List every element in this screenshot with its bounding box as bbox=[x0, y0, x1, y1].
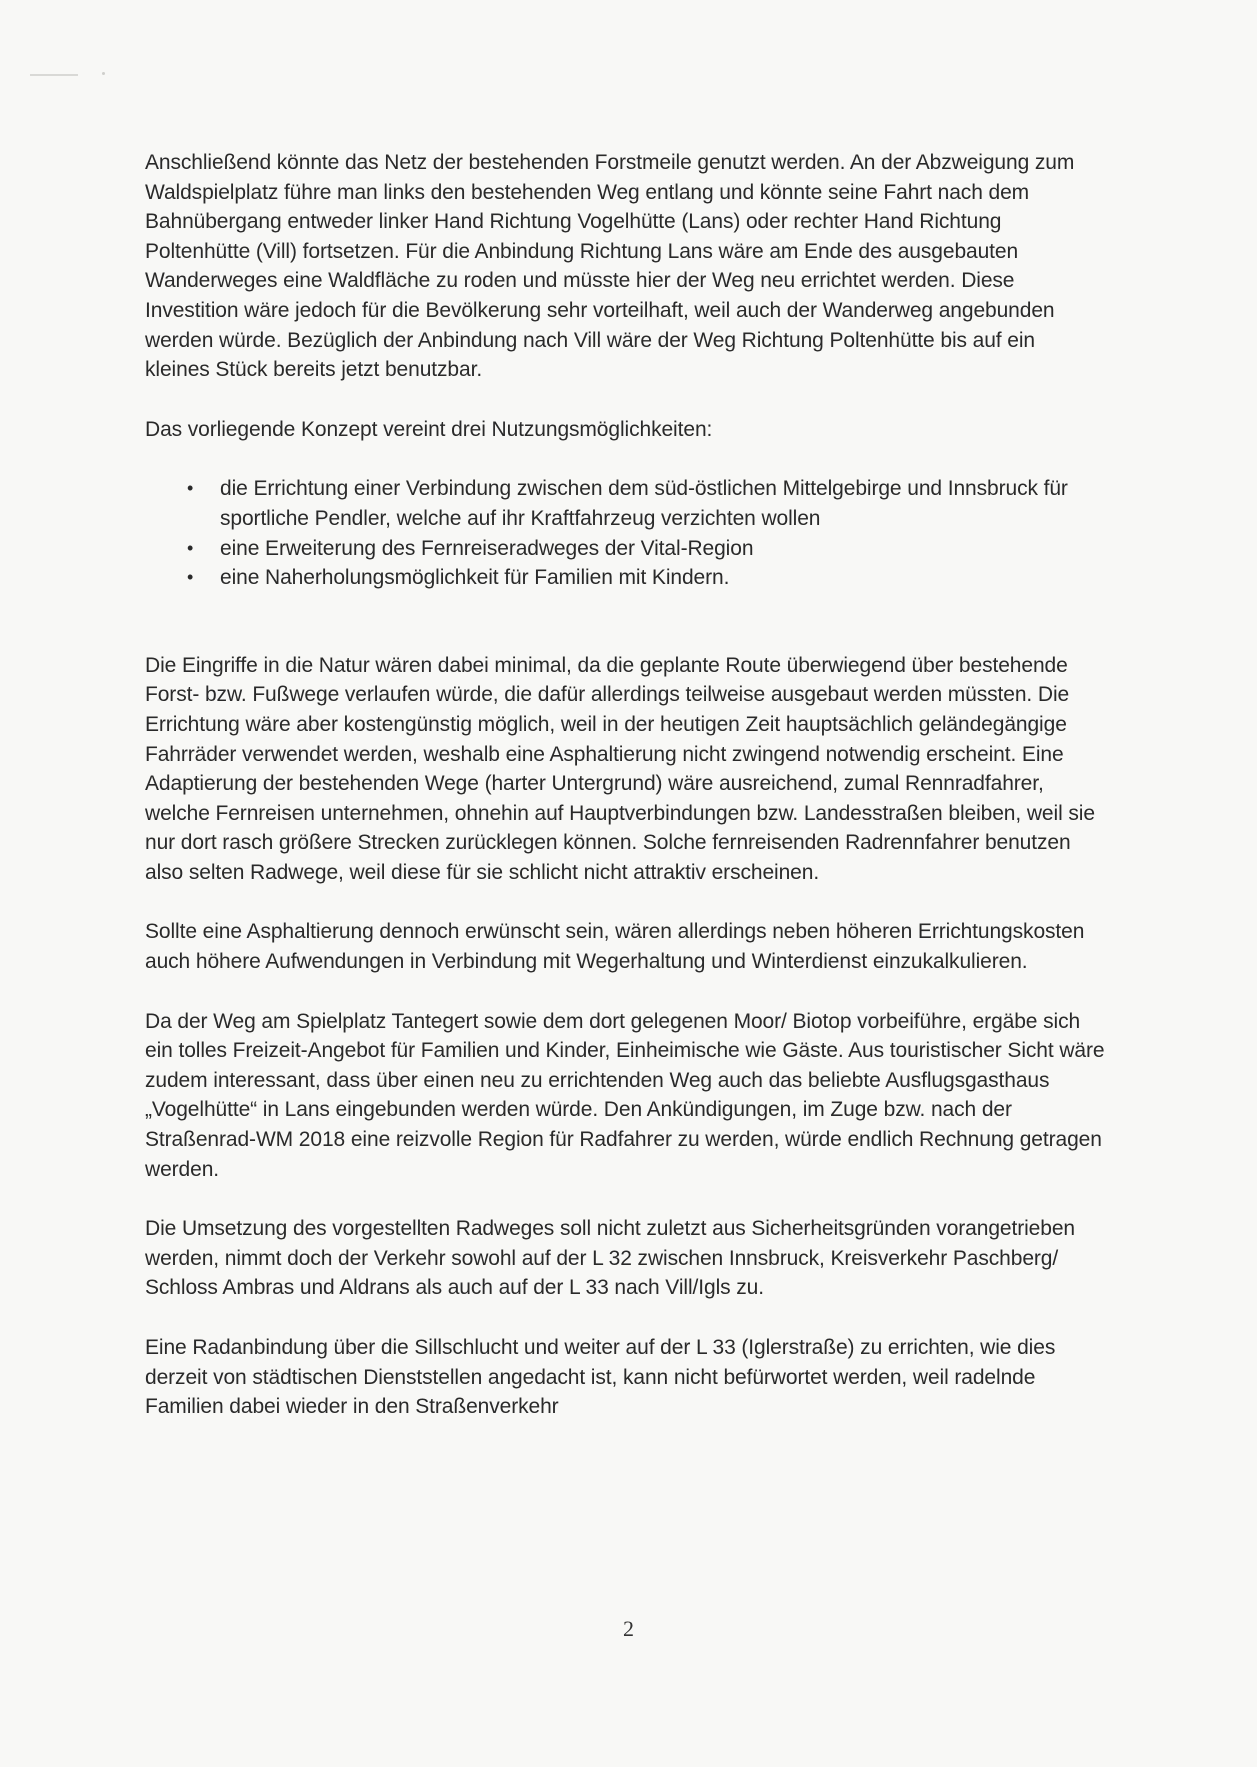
paragraph-safety: Die Umsetzung des vorgestellten Radweges soll nicht zuletzt aus Sicherheitsgründen vorangetrieben werden, nimmt doch der Verkehr sowohl auf der L 32 zwischen Innsbruck, Kreisverkehr Paschberg/ Schloss Ambras und Aldrans als auch auf der L 33 nach Vill/Igls zu. bbox=[145, 1217, 1075, 1300]
page-number: 2 bbox=[623, 1616, 634, 1641]
usage-options-list bbox=[145, 474, 1105, 592]
document-body bbox=[145, 148, 1105, 1422]
paragraph-nature-impact: Die Eingriffe in die Natur wären dabei minimal, da die geplante Route überwiegend über bestehende Forst- bzw. Fußwege verlaufen würde, die dafür allerdings teilweise ausgebaut werden müssten. Die Errichtung wäre aber kostengünstig möglich, weil in der heutigen Zeit hauptsächlich geländegängige Fahrräder verwendet werden, weshalb eine Asphaltierung nicht zwingend notwendig erscheint. Eine Adaptierung der bestehenden Wege (harter Untergrund) wäre ausreichend, zumal Rennradfahrer, welche Fernreisen unternehmen, ohnehin auf Hauptverbindungen bzw. Landesstraßen bleiben, weil sie nur dort rasch größere Strecken zurücklegen können. Solche fernreisenden Radrennfahrer benutzen also selten Radwege, weil diese für sie schlicht nicht attraktiv erscheinen. bbox=[145, 653, 1095, 884]
scan-artifact-line bbox=[30, 74, 78, 76]
scan-artifact-dot bbox=[102, 72, 105, 75]
paragraph-tourism: Da der Weg am Spielplatz Tantegert sowie dem dort gelegenen Moor/ Biotop vorbeiführe, ergäbe sich ein tolles Freizeit-Angebot für Familien und Kinder, Einheimische wie Gäste. Aus touristischer Sicht wäre zudem interessant, dass über einen neu zu errichtenden Weg auch das beliebte Ausflugsgasthaus „Vogelhütte“ in Lans eingebunden werden würde. Den Ankündigungen, im Zuge bzw. nach der Straßenrad-WM 2018 eine reizvolle Region für Radfahrer zu werden, würde endlich Rechnung getragen werden. bbox=[145, 1009, 1105, 1181]
paragraph-asphalt: Sollte eine Asphaltierung dennoch erwünscht sein, wären allerdings neben höheren Errichtungskosten auch höhere Aufwendungen in Verbindung mit Wegerhaltung und Winterdienst einzukalkulieren. bbox=[145, 920, 1085, 974]
list-item: • eine Erweiterung des Fernreiseradweges der Vital-Region bbox=[145, 534, 1105, 564]
list-item: • die Errichtung einer Verbindung zwischen dem süd-östlichen Mittelgebirge und Innsbruck für sportliche Pendler, welche auf ihr Kraftfahrzeug verzichten wollen bbox=[145, 474, 1105, 533]
paragraph-concept-intro: Das vorliegende Konzept vereint drei Nutzungsmöglichkeiten: bbox=[145, 417, 713, 441]
paragraph-sillschlucht: Eine Radanbindung über die Sillschlucht und weiter auf der L 33 (Iglerstraße) zu errichten, wie dies derzeit von städtischen Dienststellen angedacht ist, kann nicht befürwortet werden, weil radelnde Familien dabei wieder in den Straßenverkehr bbox=[145, 1336, 1056, 1419]
list-item: • eine Naherholungsmöglichkeit für Familien mit Kindern. bbox=[145, 563, 1105, 593]
paragraph-route-connection: Anschließend könnte das Netz der bestehenden Forstmeile genutzt werden. An der Abzweigung zum Waldspielplatz führe man links den bestehenden Weg entlang und könnte seine Fahrt nach dem Bahnübergang entweder linker Hand Richtung Vogelhütte (Lans) oder rechter Hand Richtung Poltenhütte (Vill) fortsetzen. Für die Anbindung Richtung Lans wäre am Ende des ausgebauten Wanderweges eine Waldfläche zu roden und müsste hier der Weg neu errichtet werden. Diese Investition wäre jedoch für die Bevölkerung sehr vorteilhaft, weil auch der Wanderweg angebunden werden würde. Bezüglich der Anbindung nach Vill wäre der Weg Richtung Poltenhütte bis auf ein kleines Stück bereits jetzt benutzbar. bbox=[145, 151, 1075, 382]
